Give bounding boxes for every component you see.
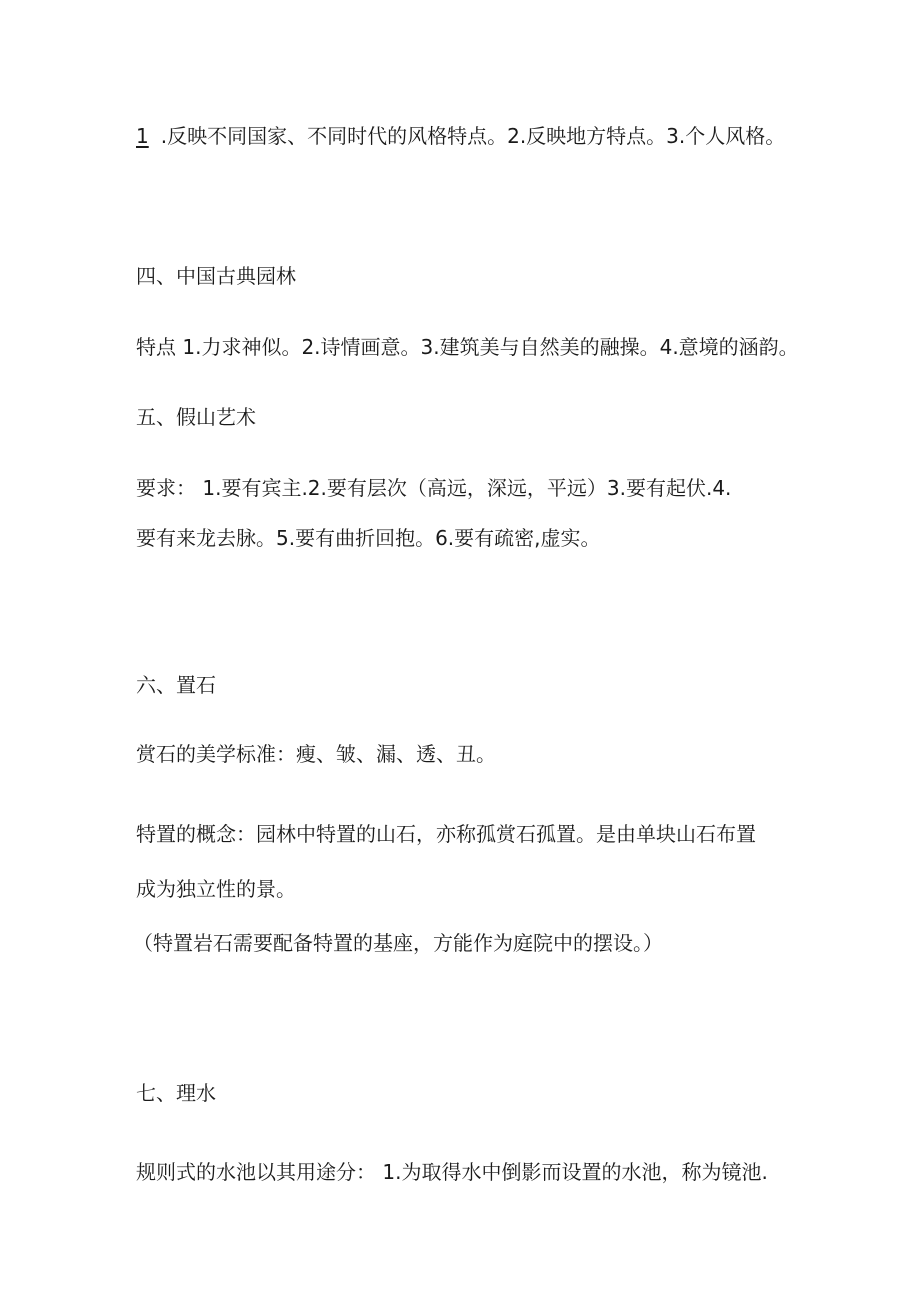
paragraph-rockery-requirements-2: 要有来龙去脉。5.要有曲折回抱。6.要有疏密,虚实。: [136, 526, 601, 550]
paragraph-special-placement-2: 成为独立性的景。: [136, 877, 296, 901]
paragraph-stone-aesthetics: 赏石的美学标准：瘦、皱、漏、透、丑。: [136, 742, 496, 766]
section-heading-water-management: 七、理水: [136, 1081, 216, 1105]
paragraph-style-features: [136, 124, 785, 148]
section-heading-stone-placement: 六、置石: [136, 673, 216, 697]
section-heading-classical-gardens: 四、中国古典园林: [136, 264, 296, 288]
section-heading-rockery-art: 五、假山艺术: [136, 405, 256, 429]
paragraph-garden-features: 特点 1.力求神似。2.诗情画意。3.建筑美与自然美的融操。4.意境的涵韵。: [136, 335, 799, 359]
paragraph-regular-pools: 规则式的水池以其用途分： 1.为取得水中倒影而设置的水池，称为镜池.: [136, 1160, 768, 1184]
paragraph-special-placement-note: （特置岩石需要配备特置的基座，方能作为庭院中的摆设。）: [133, 931, 663, 955]
paragraph-rockery-requirements-1: 要求： 1.要有宾主.2.要有层次（高远，深远，平远）3.要有起伏.4.: [136, 476, 732, 500]
list-number: 1: [136, 124, 149, 148]
paragraph-special-placement-1: 特置的概念：园林中特置的山石，亦称孤赏石孤置。是由单块山石布置: [136, 822, 756, 846]
paragraph-text: .反映不同国家、不同时代的风格特点。2.反映地方特点。3.个人风格。: [160, 124, 786, 148]
